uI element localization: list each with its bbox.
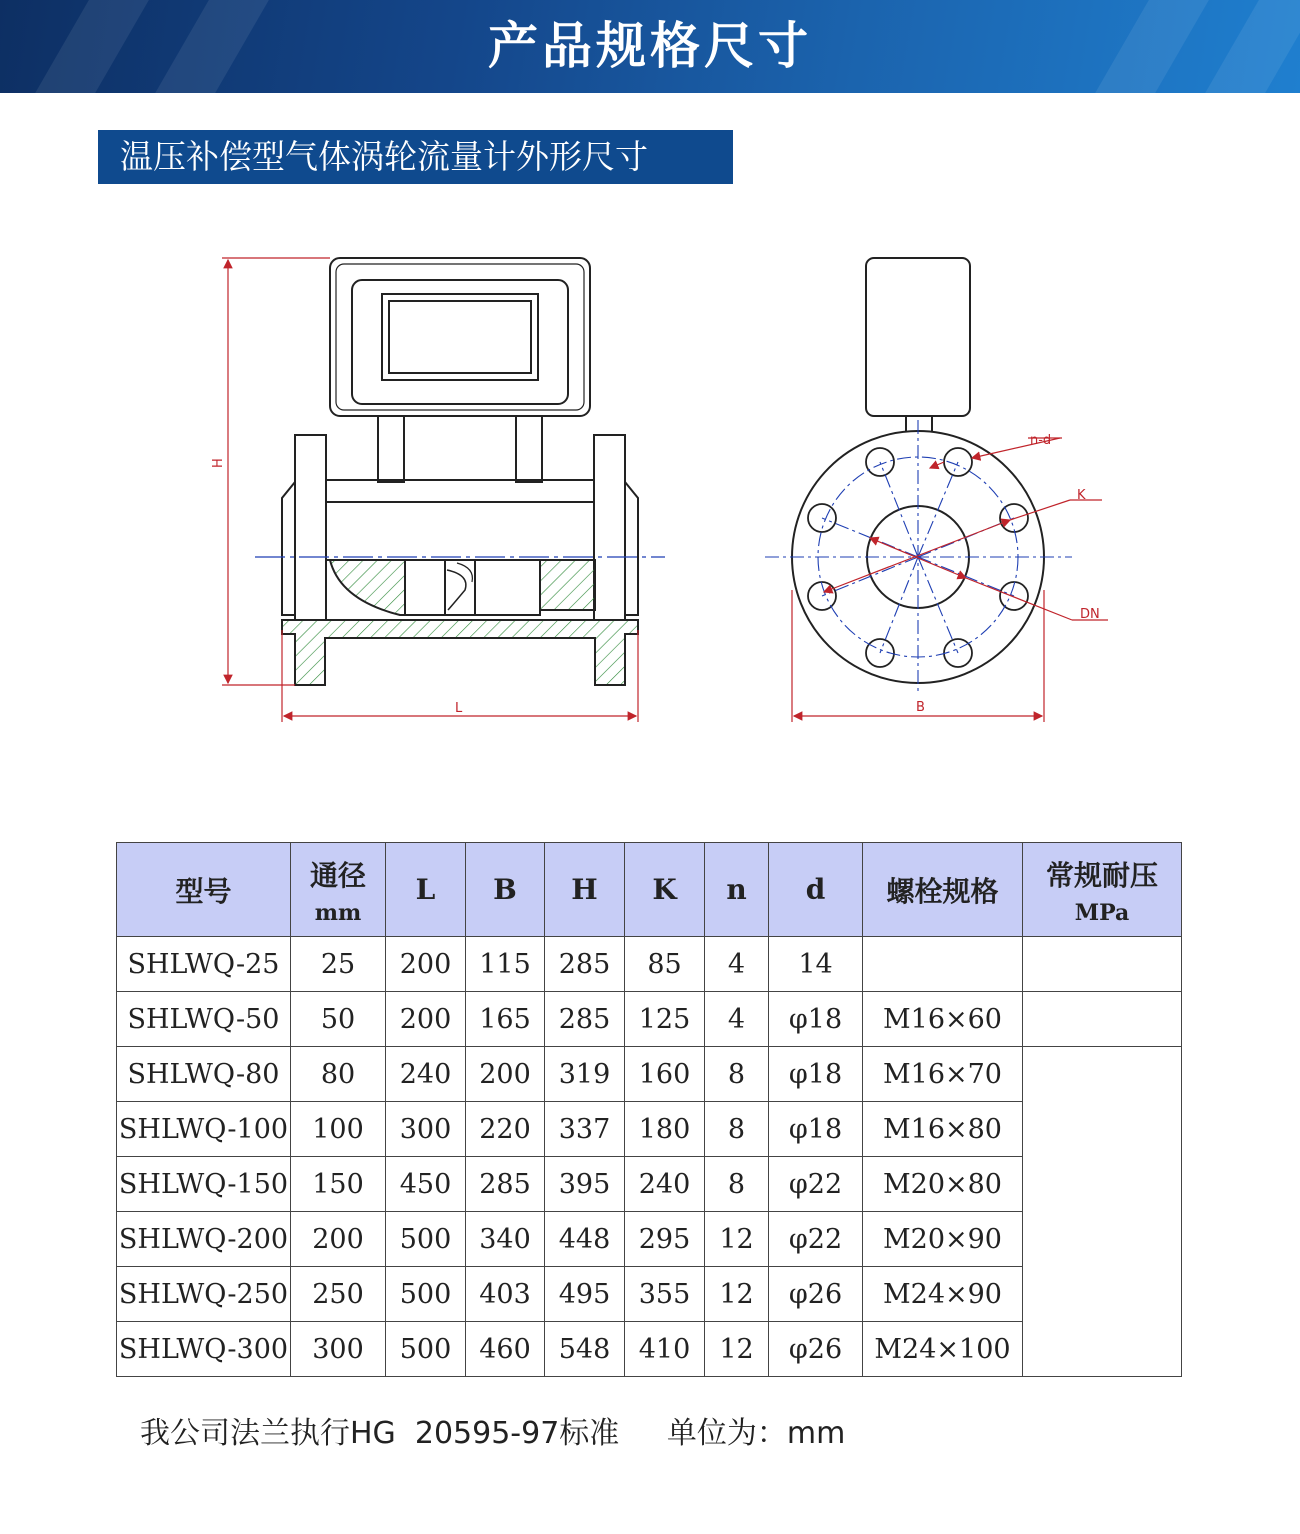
dimension-drawing	[0, 230, 1300, 740]
header-cell: n	[705, 843, 769, 937]
table-row	[117, 1322, 1182, 1377]
cell: 460	[466, 1322, 545, 1377]
cell: SHLWQ-50	[117, 992, 291, 1047]
cell: 355	[625, 1267, 705, 1322]
cell: 295	[625, 1212, 705, 1267]
cell: 160	[625, 1047, 705, 1102]
label-dn: DN	[1080, 607, 1100, 622]
cell: 4	[705, 937, 769, 992]
cell: 150	[291, 1157, 386, 1212]
header-cell: 型号	[117, 843, 291, 937]
table-row	[117, 1212, 1182, 1267]
header-cell: 螺栓规格	[863, 843, 1023, 937]
cell: 80	[291, 1047, 386, 1102]
cell: SHLWQ-80	[117, 1047, 291, 1102]
cell: φ18	[769, 1102, 863, 1157]
cell: φ26	[769, 1267, 863, 1322]
cell: 200	[386, 937, 466, 992]
cell	[863, 937, 1023, 992]
cell: φ22	[769, 1212, 863, 1267]
cell: 8	[705, 1102, 769, 1157]
cell: SHLWQ-150	[117, 1157, 291, 1212]
cell: φ18	[769, 992, 863, 1047]
cell: 337	[545, 1102, 625, 1157]
header-cell: d	[769, 843, 863, 937]
cell: 4	[705, 992, 769, 1047]
cell: 200	[386, 992, 466, 1047]
cell: 165	[466, 992, 545, 1047]
cell: 395	[545, 1157, 625, 1212]
cell: 285	[545, 992, 625, 1047]
cell: 495	[545, 1267, 625, 1322]
cell	[1023, 937, 1182, 992]
cell: 115	[466, 937, 545, 992]
cell: 50	[291, 992, 386, 1047]
label-h: H	[211, 458, 226, 468]
cell: SHLWQ-300	[117, 1322, 291, 1377]
header-cell: 通径 mm	[291, 843, 386, 937]
cell: φ22	[769, 1157, 863, 1212]
table-row	[117, 1047, 1182, 1102]
cell: φ26	[769, 1322, 863, 1377]
footnote-unit: 单位为：mm	[666, 1416, 846, 1451]
cell: 240	[386, 1047, 466, 1102]
cell: 500	[386, 1212, 466, 1267]
cell: 8	[705, 1157, 769, 1212]
cell: 500	[386, 1322, 466, 1377]
cell: φ18	[769, 1047, 863, 1102]
cell: 125	[625, 992, 705, 1047]
cell: M20×90	[863, 1212, 1023, 1267]
table-row	[117, 1102, 1182, 1157]
cell: 85	[625, 937, 705, 992]
label-b: B	[916, 700, 925, 715]
cell: 25	[291, 937, 386, 992]
cell: 180	[625, 1102, 705, 1157]
cell: SHLWQ-25	[117, 937, 291, 992]
header-cell: K	[625, 843, 705, 937]
cell: 100	[291, 1102, 386, 1157]
cell: 448	[545, 1212, 625, 1267]
header-cell: L	[386, 843, 466, 937]
cell: 403	[466, 1267, 545, 1322]
cell: 12	[705, 1267, 769, 1322]
cell: 12	[705, 1212, 769, 1267]
cell	[1023, 992, 1182, 1047]
cell: 500	[386, 1267, 466, 1322]
section-title: 温压补偿型气体涡轮流量计外形尺寸	[98, 130, 733, 184]
front-dimensions	[222, 258, 638, 722]
cell: 220	[466, 1102, 545, 1157]
table-row	[117, 1267, 1182, 1322]
cell: 300	[386, 1102, 466, 1157]
cell: 14	[769, 937, 863, 992]
cell: M16×80	[863, 1102, 1023, 1157]
cell: SHLWQ-100	[117, 1102, 291, 1157]
cell: M24×100	[863, 1322, 1023, 1377]
cell: SHLWQ-250	[117, 1267, 291, 1322]
label-l: L	[455, 701, 463, 716]
cell: 250	[291, 1267, 386, 1322]
table-row	[117, 937, 1182, 992]
front-view	[282, 258, 638, 685]
cell: 285	[545, 937, 625, 992]
cell: M16×60	[863, 992, 1023, 1047]
cell: 200	[466, 1047, 545, 1102]
header-cell: 常规耐压 MPa	[1023, 843, 1182, 937]
footnote-standard: 我公司法兰执行HG 20595-97标准	[140, 1416, 620, 1451]
cell: 240	[625, 1157, 705, 1212]
cell: 200	[291, 1212, 386, 1267]
cell: 410	[625, 1322, 705, 1377]
spec-table	[116, 842, 1182, 1377]
cell: 340	[466, 1212, 545, 1267]
cell: 300	[291, 1322, 386, 1377]
table-row	[117, 992, 1182, 1047]
cell: 12	[705, 1322, 769, 1377]
cell: M24×90	[863, 1267, 1023, 1322]
footnote	[140, 1408, 845, 1452]
header-cell: H	[545, 843, 625, 937]
cell: 8	[705, 1047, 769, 1102]
cell: 548	[545, 1322, 625, 1377]
cell	[1023, 1047, 1182, 1377]
cell: 285	[466, 1157, 545, 1212]
cell: M16×70	[863, 1047, 1023, 1102]
cell: M20×80	[863, 1157, 1023, 1212]
table-header-row	[117, 843, 1182, 937]
cell: 319	[545, 1047, 625, 1102]
table-row	[117, 1157, 1182, 1212]
header-cell: B	[466, 843, 545, 937]
cell: SHLWQ-200	[117, 1212, 291, 1267]
label-k: K	[1077, 488, 1086, 503]
banner-title: 产品规格尺寸	[488, 17, 812, 75]
label-nd: n-d	[1030, 433, 1052, 448]
top-banner	[0, 0, 1300, 93]
cell: 450	[386, 1157, 466, 1212]
